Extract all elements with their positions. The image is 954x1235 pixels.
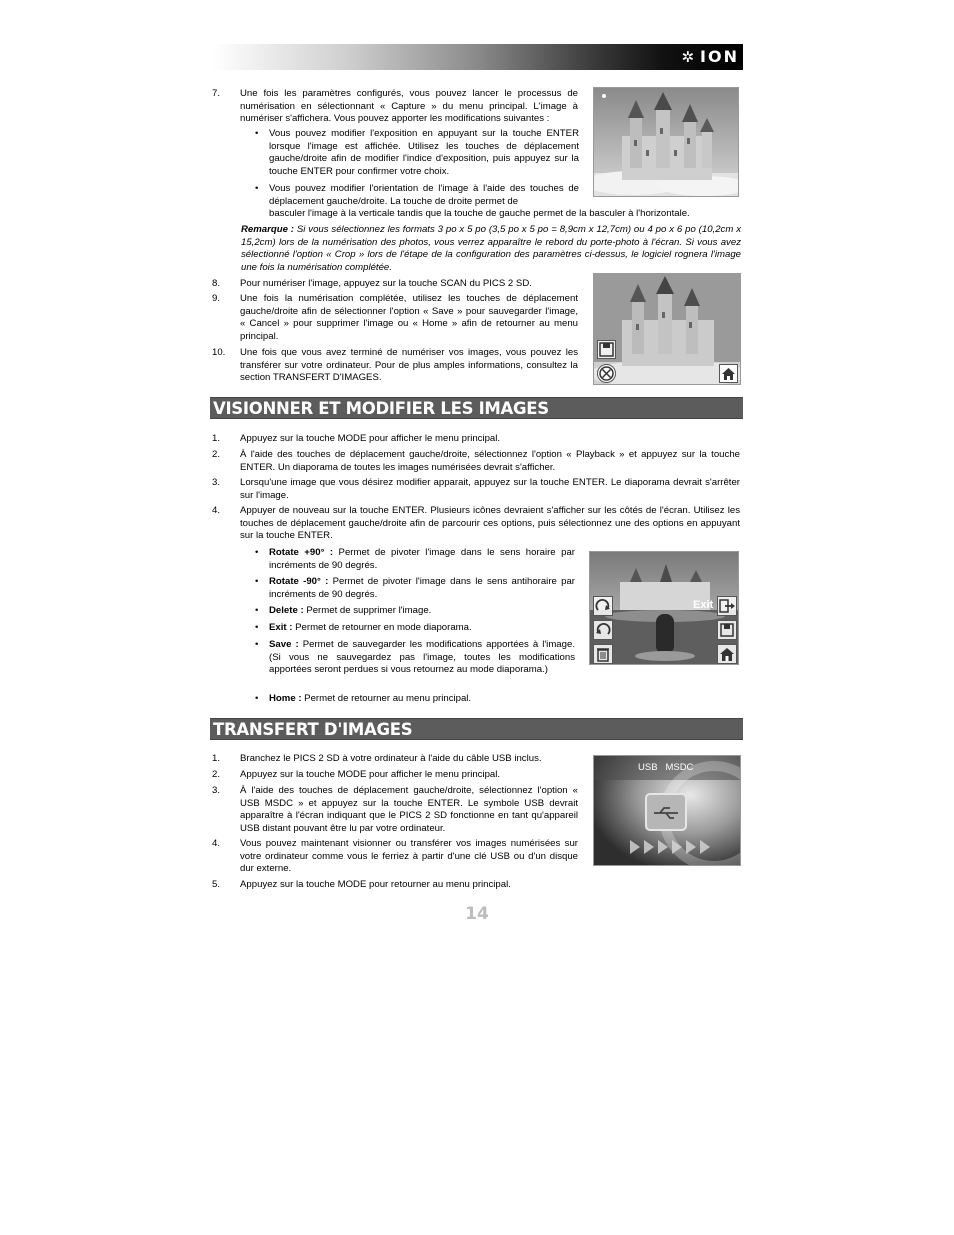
home-icon <box>719 364 738 383</box>
section-header <box>210 718 743 740</box>
list-item <box>269 605 575 618</box>
remark-paragraph <box>241 224 741 274</box>
item-number: 1. <box>212 753 221 764</box>
list-item <box>269 547 575 572</box>
option-label: Rotate -90° : <box>269 576 329 587</box>
remark-label: Remarque : <box>241 224 294 235</box>
rotate-counterclockwise-icon <box>593 620 613 640</box>
item-text: Appuyez sur la touche MODE pour retourner au menu principal. <box>240 879 511 890</box>
option-text: Permet de sauvegarder les modifications apportées à l'image. (Si vous ne sauvegardez pas l'image, toutes les modifications apportées seront perdues si vous retournez au mode diaporama.) <box>269 639 575 675</box>
playback-edit-photo <box>589 551 739 665</box>
save-icon <box>717 620 737 640</box>
delete-icon <box>593 644 613 664</box>
item-number: 4. <box>212 838 221 849</box>
item-text: Appuyez sur la touche MODE pour afficher le menu principal. <box>240 433 501 444</box>
item-text: Vous pouvez maintenant visionner ou transférer vos images numérisées sur votre ordinateur comme vous le ferriez à partir d'une clé USB ou d'un disque dur externe. <box>240 838 578 874</box>
list-item <box>269 639 575 677</box>
exit-label: Exit <box>693 599 714 611</box>
list-item-continued: basculer l'image à la verticale tandis que la touche de gauche permet de la basculer à l'horizontale. <box>269 208 690 219</box>
home-icon <box>717 644 737 664</box>
option-label: Rotate +90° : <box>269 547 334 558</box>
option-label: Save : <box>269 639 299 650</box>
castle-scan-photo <box>593 87 739 197</box>
option-label: Home : <box>269 693 302 704</box>
item-text: Lorsqu'une image que vous désirez modifier apparait, appuyez sur la touche ENTER. Le diaporama devrait s'arrêter sur l'image. <box>240 477 740 501</box>
item-number: 2. <box>212 449 221 460</box>
option-text: Permet de pivoter l'image dans le sens horaire par incréments de 90 degrés. <box>269 547 575 571</box>
save-icon <box>597 340 616 359</box>
item-number: 7. <box>212 88 221 99</box>
item-number: 9. <box>212 293 221 304</box>
remark-text: Si vous sélectionnez les formats 3 po x 5 po (3,5 po x 5 po = 8,9cm x 12,7cm) ou 4 po x 6 po (10,2cm x 15,2cm) lors de la numérisation des photos, vous verrez apparaître le rebord du porte-photo à l'écran. Si vous avez sélectionné l'option « Crop » lors de l'étape de la configuration des paramètres ci-dessus, le logiciel rognera l'image une fois la numérisation complétée. <box>241 224 742 273</box>
option-label: Delete : <box>269 605 304 616</box>
option-text: Permet de supprimer l'image. <box>303 605 432 616</box>
header-bar <box>212 44 743 70</box>
logo-text: ION <box>700 46 739 66</box>
cancel-icon <box>597 364 616 383</box>
scan-result-photo <box>593 273 741 385</box>
item-number: 3. <box>212 785 221 796</box>
option-text: Permet de pivoter l'image dans le sens antihoraire par incréments de 90 degrés. <box>269 576 575 600</box>
castle-image-icon <box>594 88 739 197</box>
section-title: TRANSFERT D'IMAGES <box>213 720 413 739</box>
ion-logo <box>669 48 739 66</box>
list-item <box>269 693 575 706</box>
usb-screen-label: USB MSDC <box>638 762 694 773</box>
option-text: Permet de retourner en mode diaporama. <box>292 622 472 633</box>
item-text: Une fois que vous avez terminé de numériser vos images, vous pouvez les transférer sur votre ordinateur. Pour de plus amples informations, consultez la section TRANSFERT D'IMAGES. <box>240 347 578 383</box>
item-number: 1. <box>212 433 221 444</box>
item-text: Une fois les paramètres configurés, vous pouvez lancer le processus de numérisation en sélectionnant « Capture » du menu principal. L'image à numériser s'affichera. Vous pouvez apporter les modifications suivantes : <box>240 88 578 124</box>
section-title: VISIONNER ET MODIFIER LES IMAGES <box>213 399 549 418</box>
option-text: Permet de retourner au menu principal. <box>301 693 472 704</box>
list-item <box>269 576 575 601</box>
item-text: Appuyer de nouveau sur la touche ENTER. Plusieurs icônes devraient s'afficher sur les côtés de l'écran. Utilisez les touches de déplacement gauche/droite afin de parcourir ces options, puis sélectionnez une des options en appuyant sur la touche ENTER. <box>240 505 740 541</box>
list-item: • Vous pouvez modifier l'exposition en appuyant sur la touche ENTER lorsque l'image est affichée. Utilisez les touches de déplacement gauche/droite afin de modifier l'indice d'exposition, puis appuyez sur la touche ENTER pour confirmer votre choix. <box>269 128 579 178</box>
rotate-clockwise-icon <box>593 596 613 616</box>
item-text: À l'aide des touches de déplacement gauche/droite, sélectionnez l'option « Playback » et appuyez sur la touche ENTER. Un diaporama de toutes les images numérisées devrait s'afficher. <box>240 449 740 473</box>
usb-msdc-screen <box>593 755 741 866</box>
page-number: 14 <box>465 904 489 924</box>
item-text: À l'aide des touches de déplacement gauche/droite, sélectionnez l'option « USB MSDC » et appuyez sur la touche ENTER. Le symbole USB devrait apparaître à l'écran indiquant que le PICS 2 SD fonctionne en tant qu'appareil USB distant pouvant être lu par votre ordinateur. <box>240 785 578 834</box>
item-number: 5. <box>212 879 221 890</box>
item-text: Appuyez sur la touche MODE pour afficher le menu principal. <box>240 769 501 780</box>
list-item: • Vous pouvez modifier l'orientation de l'image à l'aide des touches de déplacement gauche/droite. La touche de droite permet de <box>269 183 579 208</box>
list-item <box>269 622 575 635</box>
ion-star-logo-icon: ✲ <box>681 47 697 66</box>
item-number: 10. <box>212 347 226 358</box>
option-label: Exit : <box>269 622 293 633</box>
exit-icon <box>717 596 737 616</box>
item-number: 4. <box>212 505 221 516</box>
item-number: 2. <box>212 769 221 780</box>
item-text: Pour numériser l'image, appuyez sur la touche SCAN du PICS 2 SD. <box>240 278 532 289</box>
item-text: Branchez le PICS 2 SD à votre ordinateur à l'aide du câble USB inclus. <box>240 753 542 764</box>
item-number: 3. <box>212 477 221 488</box>
item-text: Une fois la numérisation complétée, utilisez les touches de déplacement gauche/droite afin de sélectionner l'option « Save » pour sauvegarder l'image, « Cancel » pour supprimer l'image ou « Home » afin de retourner au menu principal. <box>240 293 578 342</box>
item-number: 8. <box>212 278 221 289</box>
section-header <box>210 397 743 419</box>
